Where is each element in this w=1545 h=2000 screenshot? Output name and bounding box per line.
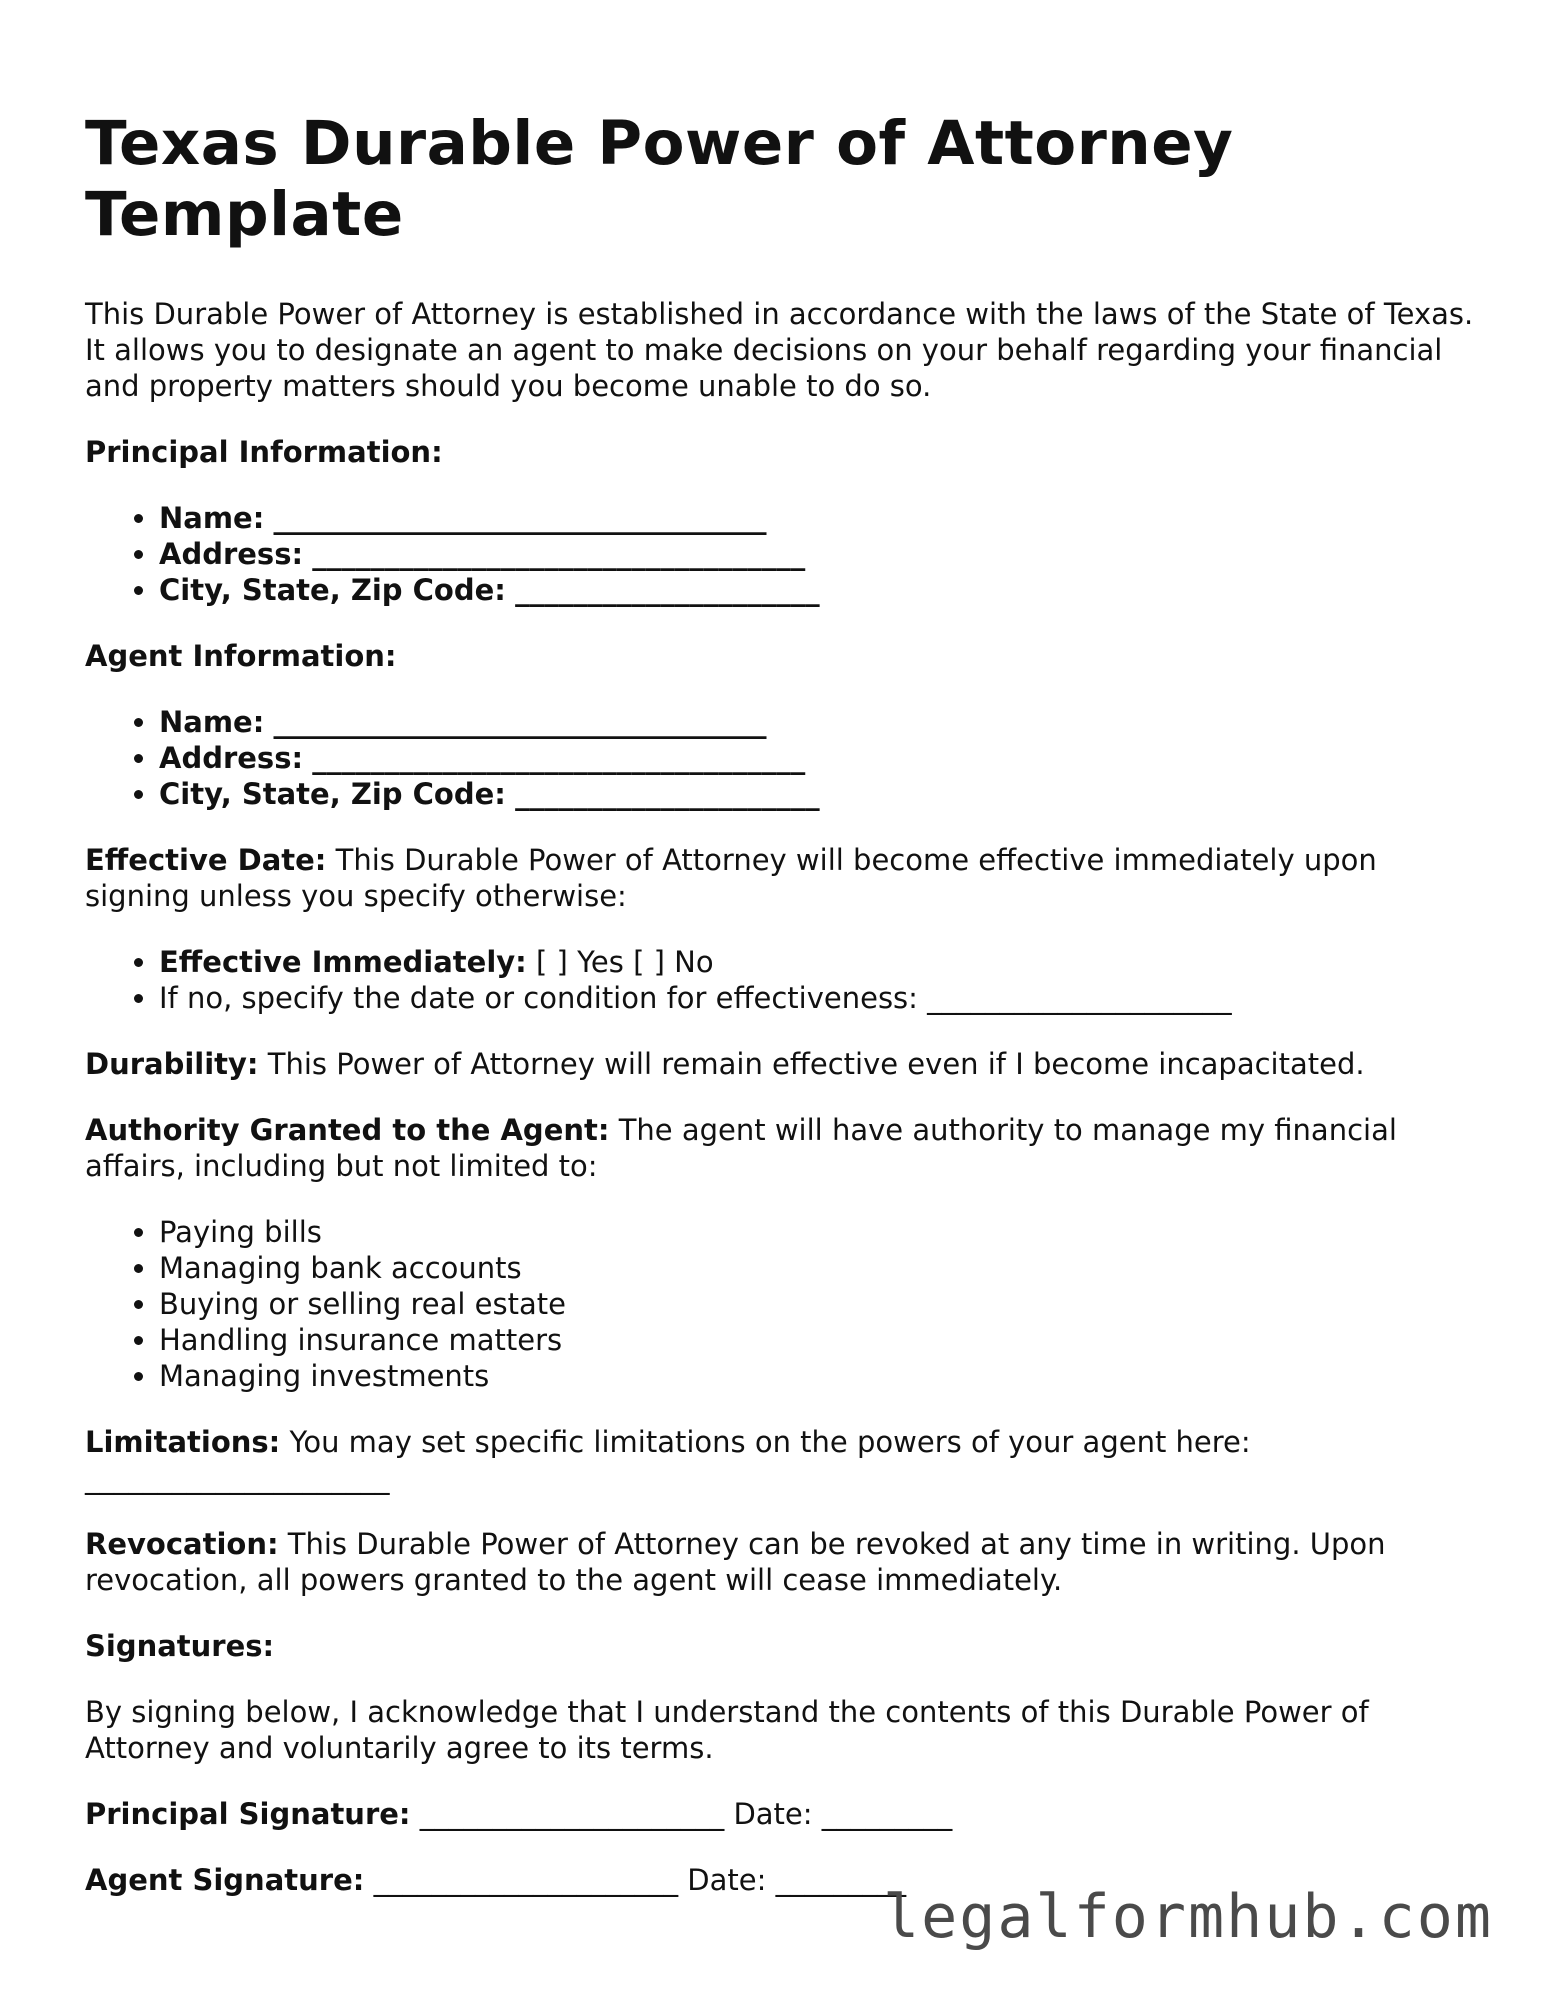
field-blank: _____________________	[515, 573, 820, 607]
field-label: Address:	[159, 537, 304, 571]
principal-signature-line	[85, 1796, 1475, 1832]
effective-immediately-options: [ ] Yes [ ] No	[536, 945, 714, 979]
field-blank: __________________________________	[273, 501, 767, 535]
field-label: Address:	[159, 741, 304, 775]
watermark: legalformhub.com	[883, 1882, 1493, 1952]
agent-name-field	[159, 704, 1475, 740]
agent-heading: Agent Information:	[85, 639, 397, 673]
effective-if-no-item: • If no, specify the date or condition for effectiveness: _____________________	[159, 980, 1475, 1016]
principal-signature-label: Principal Signature:	[85, 1797, 411, 1831]
effective-immediately-label: Effective Immediately:	[159, 945, 527, 979]
page-title: Texas Durable Power of Attorney Template	[85, 108, 1234, 250]
agent-address-field	[159, 740, 1475, 776]
field-blank: __________________________________	[312, 741, 806, 775]
principal-address-field	[159, 536, 1475, 572]
field-label: Name:	[159, 501, 265, 535]
effective-immediately-item	[159, 944, 1475, 980]
agent-city-field	[159, 776, 1475, 812]
document	[85, 108, 1475, 1928]
principal-city-field	[159, 572, 1475, 608]
intro-paragraph: This Durable Power of Attorney is established in accordance with the laws of the State of Texas. It allows you to designate an agent to make decisions on your behalf regarding your financial and property matters should you become unable to do so.	[85, 297, 1474, 403]
list-item: • Managing bank accounts	[159, 1250, 1475, 1286]
revocation-paragraph	[85, 1526, 1475, 1598]
principal-heading: Principal Information:	[85, 435, 443, 469]
principal-name-field	[159, 500, 1475, 536]
list-item: • Managing investments	[159, 1358, 1475, 1394]
authority-paragraph	[85, 1112, 1475, 1184]
revocation-label: Revocation:	[85, 1527, 279, 1561]
signatures-heading: Signatures:	[85, 1629, 275, 1663]
limitations-label: Limitations:	[85, 1425, 281, 1459]
list-item: • Handling insurance matters	[159, 1322, 1475, 1358]
agent-signature-label: Agent Signature:	[85, 1863, 365, 1897]
field-label: Name:	[159, 705, 265, 739]
list-item: • Paying bills	[159, 1214, 1475, 1250]
principal-signature-blanks: _____________________ Date: _________	[419, 1797, 953, 1831]
field-label: City, State, Zip Code:	[159, 573, 506, 607]
acknowledge-paragraph: By signing below, I acknowledge that I understand the contents of this Durable Power of Attorney and voluntarily agree to its terms.	[85, 1695, 1369, 1765]
durability-paragraph	[85, 1046, 1475, 1082]
effective-options	[85, 944, 1475, 1016]
field-blank: __________________________________	[273, 705, 767, 739]
principal-fields	[85, 500, 1475, 608]
authority-list	[85, 1214, 1475, 1394]
list-item: • Buying or selling real estate	[159, 1286, 1475, 1322]
authority-text: The agent will have authority to manage my financial affairs, including but not limited to:	[85, 1113, 1397, 1183]
field-label: City, State, Zip Code:	[159, 777, 506, 811]
agent-fields	[85, 704, 1475, 812]
authority-label: Authority Granted to the Agent:	[85, 1113, 610, 1147]
agent-signature-blanks: _____________________ Date: _________	[373, 1863, 907, 1897]
revocation-text: This Durable Power of Attorney can be revoked at any time in writing. Upon revocation, all powers granted to the agent will cease immediately.	[85, 1527, 1386, 1597]
durability-text: This Power of Attorney will remain effective even if I become incapacitated.	[267, 1047, 1365, 1081]
limitations-paragraph	[85, 1424, 1475, 1496]
effective-date-label: Effective Date:	[85, 843, 327, 877]
limitations-text: You may set specific limitations on the powers of your agent here: _____________________	[85, 1425, 1251, 1495]
durability-label: Durability:	[85, 1047, 259, 1081]
effective-date-paragraph	[85, 842, 1475, 914]
effective-date-text: This Durable Power of Attorney will become effective immediately upon signing unless you specify otherwise:	[85, 843, 1377, 913]
field-blank: _____________________	[515, 777, 820, 811]
field-blank: __________________________________	[312, 537, 806, 571]
